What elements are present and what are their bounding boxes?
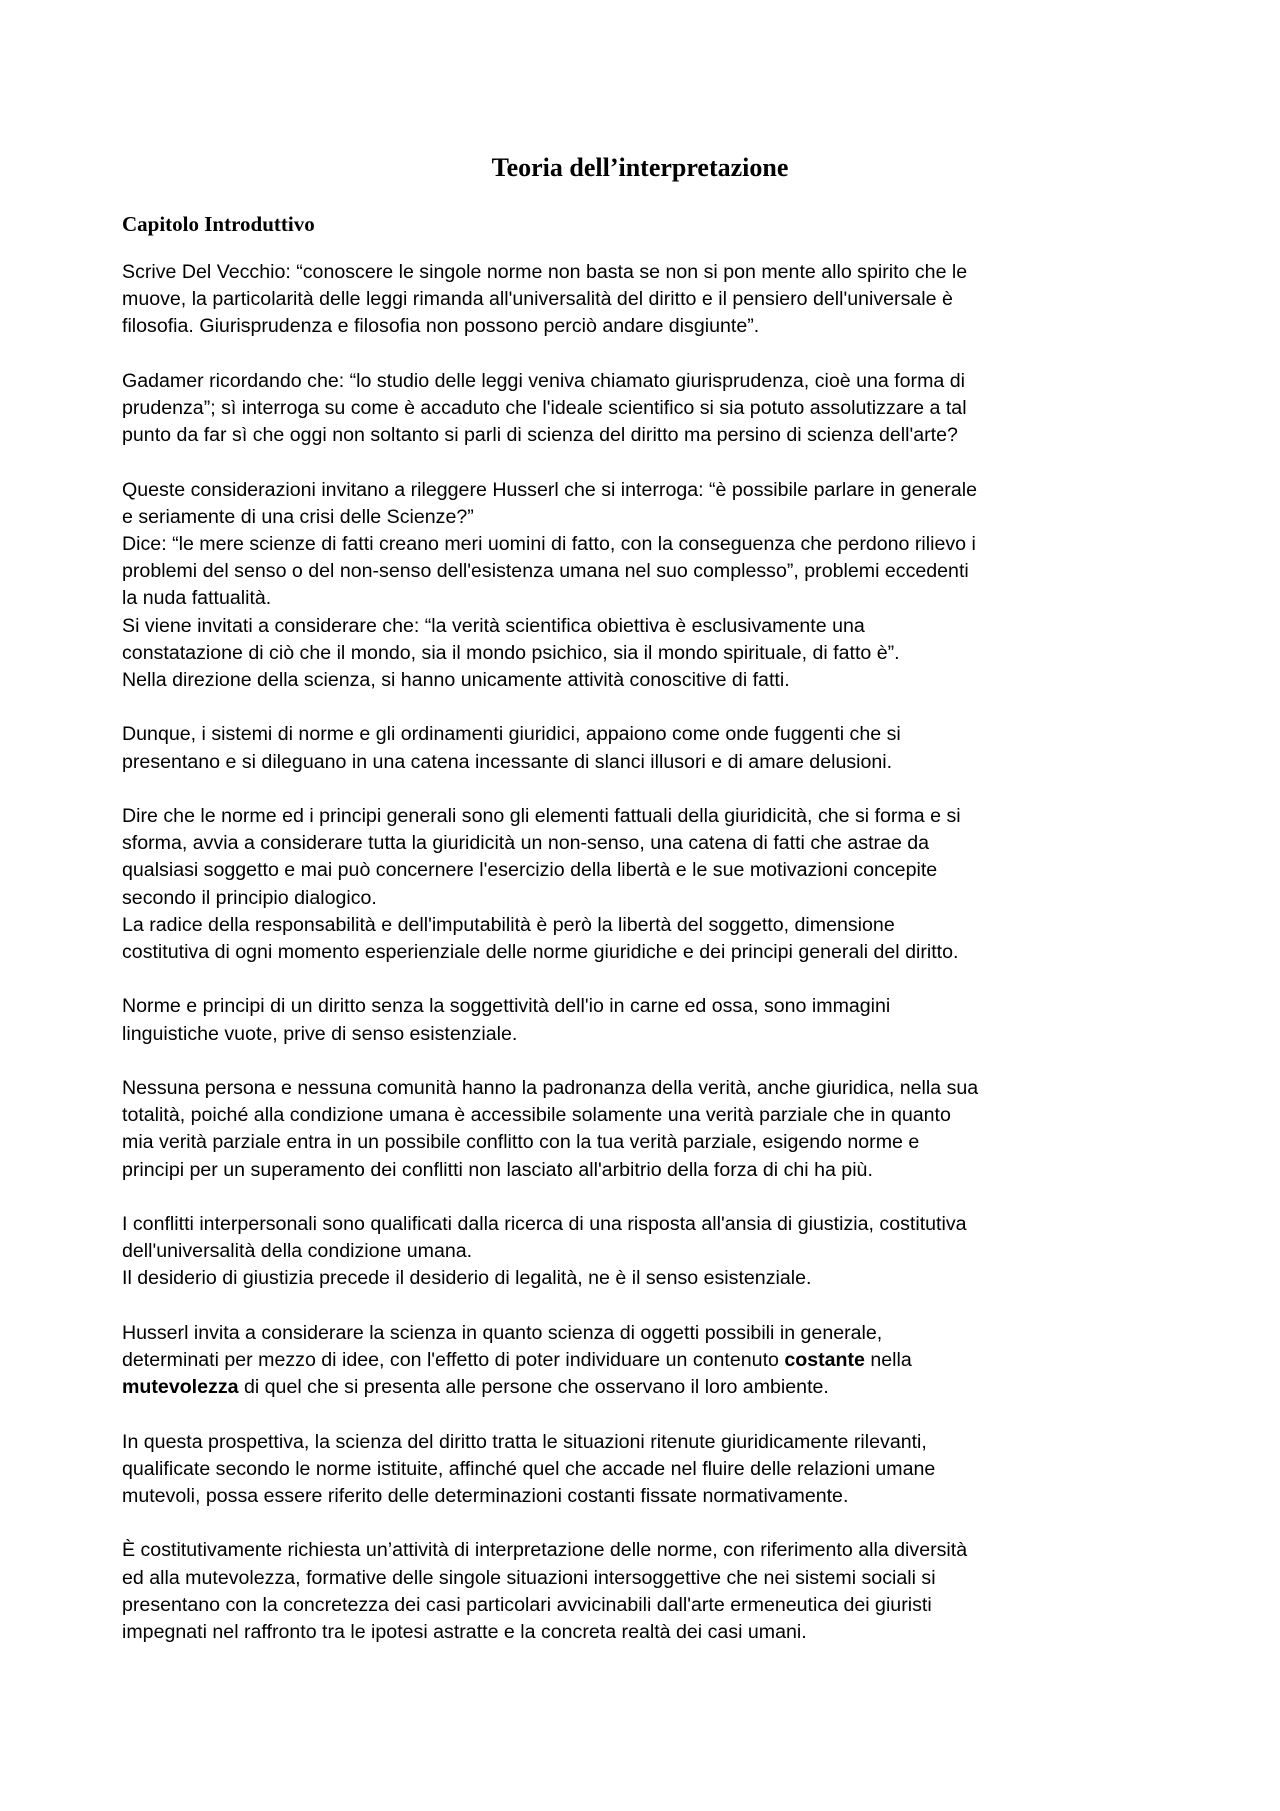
text-line: Dice: “le mere scienze di fatti creano meri uomini di fatto, con la conseguenza che perdono rilievo i: [122, 533, 976, 555]
text-line: qualificate secondo le norme istituite, affinché quel che accade nel fluire delle relazioni umane: [122, 1457, 936, 1480]
text-run: determinati per mezzo di idee, con l'effetto di poter individuare un contenuto: [122, 1349, 785, 1371]
paragraph: [122, 803, 1172, 966]
text-line: Dunque, i sistemi di norme e gli ordinamenti giuridici, appaiono come onde fuggenti che si: [122, 723, 901, 746]
bold-term-mutevolezza: mutevolezza: [122, 1376, 239, 1399]
text-line: Nessuna persona e nessuna comunità hanno la padronanza della verità, anche giuridica, nella sua: [122, 1077, 979, 1099]
text-line: e seriamente di una crisi delle Scienze?”: [122, 505, 474, 528]
text-line: Si viene invitati a considerare che: “la verità scientifica obiettiva è esclusivamente una: [122, 614, 865, 637]
text-line: secondo il principio dialogico.: [122, 886, 377, 909]
text-run: Husserl invita a considerare la scienza in quanto scienza di oggetti possibili in generale,: [122, 1321, 883, 1344]
text-line: [122, 1320, 1172, 1347]
text-line: problemi del senso o del non-senso dell'esistenza umana nel suo complesso”, problemi eccedenti: [122, 560, 969, 583]
text-line: qualsiasi soggetto e mai può concernere l'esercizio della libertà e le sue motivazioni concepite: [122, 859, 938, 882]
paragraph: [122, 477, 1172, 695]
text-line: Scrive Del Vecchio: “conoscere le singole norme non basta se non si pon mente allo spirito che le: [122, 261, 968, 283]
text-line: Dire che le norme ed i principi generali sono gli elementi fattuali della giuridicità, che si forma e si: [122, 805, 961, 827]
text-line: costitutiva di ogni momento esperienziale delle norme giuridiche e dei principi generali del diritto.: [122, 941, 959, 964]
paragraph: [122, 1075, 1172, 1184]
text-line: La radice della responsabilità e dell'imputabilità è però la libertà del soggetto, dimensione: [122, 913, 895, 936]
text-line: muove, la particolarità delle leggi rimanda all'universalità del diritto e il pensiero dell'universale è: [122, 288, 953, 311]
text-line: È costitutivamente richiesta un’attività di interpretazione delle norme, con riferimento alla diversità: [122, 1539, 968, 1562]
text-line: linguistiche vuote, prive di senso esistenziale.: [122, 1022, 518, 1045]
text-line: presentano con la concretezza dei casi particolari avvicinabili dall'arte ermeneutica dei giuristi: [122, 1593, 932, 1616]
text-line: [122, 1347, 1172, 1374]
text-run: di quel che si presenta alle persone che osservano il loro ambiente.: [238, 1376, 829, 1399]
text-line: I conflitti interpersonali sono qualificati dalla ricerca di una risposta all'ansia di giustizia, costitutiva: [122, 1213, 967, 1235]
text-line: totalità, poiché alla condizione umana è accessibile solamente una verità parziale che in quanto: [122, 1104, 951, 1127]
paragraph: [122, 993, 1172, 1047]
text-line: impegnati nel raffronto tra le ipotesi astratte e la concreta realtà dei casi umani.: [122, 1621, 807, 1643]
document-body: [122, 259, 1172, 1673]
text-line: Queste considerazioni invitano a rileggere Husserl che si interroga: “è possibile parlare in generale: [122, 478, 977, 501]
text-run: nella: [864, 1349, 912, 1371]
text-line: Il desiderio di giustizia precede il desiderio di legalità, ne è il senso esistenziale.: [122, 1267, 812, 1290]
paragraph: [122, 259, 1172, 341]
paragraph: [122, 1320, 1172, 1402]
paragraph: [122, 1211, 1172, 1293]
bold-term-costante: costante: [784, 1349, 865, 1371]
text-line: constatazione di ciò che il mondo, sia il mondo psichico, sia il mondo spirituale, di fatto è”.: [122, 641, 900, 664]
text-line: [122, 1374, 1172, 1401]
text-line: principi per un superamento dei conflitti non lasciato all'arbitrio della forza di chi ha più.: [122, 1158, 873, 1181]
text-line: presentano e si dileguano in una catena incessante di slanci illusori e di amare delusioni.: [122, 750, 893, 773]
paragraph: [122, 368, 1172, 450]
text-line: dell'universalità della condizione umana.: [122, 1240, 473, 1263]
text-line: prudenza”; sì interroga su come è accaduto che l'ideale scientifico si sia potuto assolutizzare a tal: [122, 397, 967, 419]
text-line: In questa prospettiva, la scienza del diritto tratta le situazioni ritenute giuridicamente rilevanti,: [122, 1430, 927, 1453]
paragraph: [122, 1429, 1172, 1511]
paragraph: [122, 721, 1172, 775]
text-line: filosofia. Giurisprudenza e filosofia non possono perciò andare disgiunte”.: [122, 315, 760, 338]
paragraph: [122, 1537, 1172, 1646]
document-title: Teoria dell’interpretazione: [491, 153, 789, 182]
text-line: mia verità parziale entra in un possibile conflitto con la tua verità parziale, esigendo norme e: [122, 1131, 920, 1154]
text-line: ed alla mutevolezza, formative delle singole situazioni intersoggettive che nei sistemi sociali si: [122, 1566, 936, 1589]
text-line: Norme e principi di un diritto senza la soggettività dell'io in carne ed ossa, sono immagini: [122, 995, 891, 1018]
text-line: Gadamer ricordando che: “lo studio delle leggi veniva chiamato giurisprudenza, cioè una forma di: [122, 369, 966, 392]
text-line: punto da far sì che oggi non soltanto si parli di scienza del diritto ma persino di scienza dell'arte?: [122, 424, 958, 447]
text-line: mutevoli, possa essere riferito delle determinazioni costanti fissate normativamente.: [122, 1485, 849, 1507]
text-line: sforma, avvia a considerare tutta la giuridicità un non-senso, una catena di fatti che astrae da: [122, 832, 930, 855]
chapter-heading: Capitolo Introduttivo: [122, 212, 315, 236]
text-line: la nuda fattualità.: [122, 587, 272, 610]
text-line: Nella direzione della scienza, si hanno unicamente attività conoscitive di fatti.: [122, 669, 790, 692]
